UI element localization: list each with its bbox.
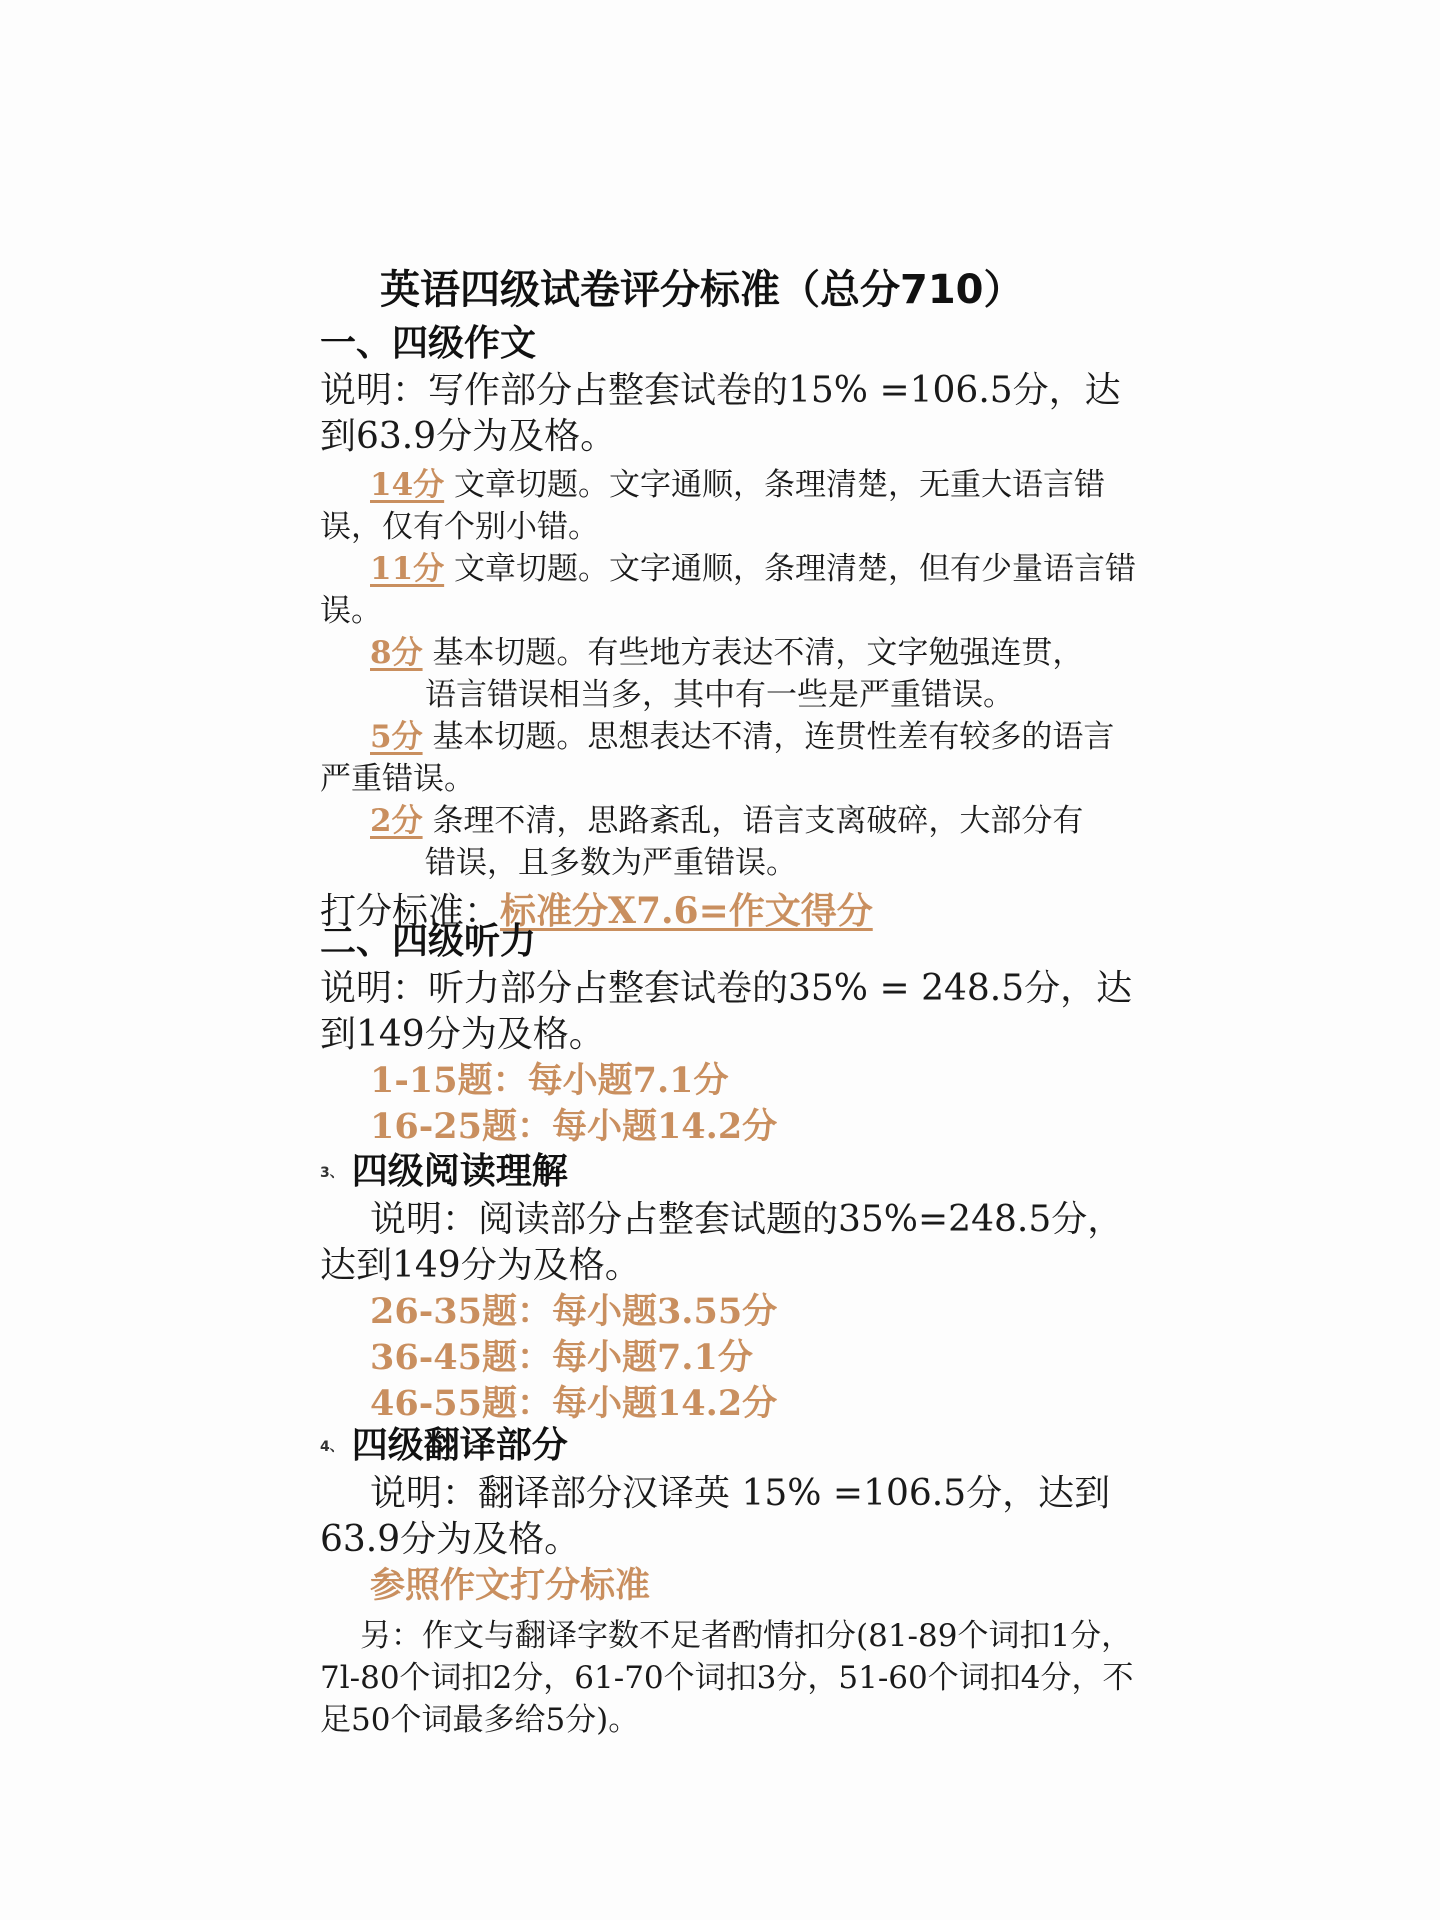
reading-heading: 四级阅读理解 — [351, 1151, 568, 1192]
reading-number: 3、 — [320, 1165, 344, 1181]
grade-text: 基本切题。有些地方表达不清，文字勉强连贯， — [432, 635, 1084, 671]
word-count-note: 另：作文与翻译字数不足者酌情扣分(81-89个词扣1分，7l-80个词扣2分，61-70个词扣3分，51-60个词扣4分，不足50个词最多给5分)。 — [320, 1618, 1134, 1738]
listening-item: 16-25题：每小题14.2分 — [370, 1106, 778, 1147]
page-title: 英语四级试卷评分标准（总分710） — [380, 267, 1024, 313]
listening-heading: 二、四级听力 — [320, 921, 537, 962]
grade-text-continued: 语言错误相当多，其中有一些是严重错误。 — [425, 677, 1014, 713]
reading-item: 46-55题：每小题14.2分 — [370, 1383, 778, 1424]
grade-score: 14分 — [370, 467, 445, 503]
translation-reference: 参照作文打分标准 — [370, 1566, 651, 1606]
listening-item: 1-15题：每小题7.1分 — [370, 1060, 729, 1101]
grade-item — [320, 716, 1140, 800]
listening-section — [320, 918, 1140, 1150]
listening-description: 说明：听力部分占整套试卷的35% = 248.5分，达到149分为及格。 — [320, 968, 1133, 1055]
grade-item — [320, 632, 1140, 674]
grade-text: 条理不清，思路紊乱，语言支离破碎，大部分有 — [432, 803, 1084, 839]
grade-item — [320, 800, 1140, 842]
grade-score: 5分 — [370, 719, 423, 755]
grade-item — [320, 548, 1140, 632]
translation-heading-row — [320, 1422, 1140, 1471]
grade-text: 文章切题。文字通顺，条理清楚，无重大语言错误，仅有个别小错。 — [320, 467, 1105, 545]
scoring-label: 打分标准： — [320, 891, 501, 932]
translation-description: 说明：翻译部分汉译英 15% =106.5分，达到63.9分为及格。 — [320, 1473, 1111, 1560]
grade-text: 文章切题。文字通顺，条理清楚，但有少量语言错误。 — [320, 551, 1136, 629]
reading-section — [320, 1148, 1140, 1427]
reading-item: 36-45题：每小题7.1分 — [370, 1337, 753, 1378]
grade-item — [320, 464, 1140, 548]
grade-score: 11分 — [370, 551, 445, 587]
translation-heading: 四级翻译部分 — [351, 1425, 568, 1466]
reading-item: 26-35题：每小题3.55分 — [370, 1291, 778, 1332]
translation-section — [320, 1422, 1140, 1741]
writing-heading: 一、四级作文 — [320, 323, 537, 364]
grade-score: 8分 — [370, 635, 423, 671]
grade-text: 基本切题。思想表达不清，连贯性差有较多的语言严重错误。 — [320, 719, 1115, 797]
writing-section — [320, 320, 1140, 935]
scoring-formula: 标准分X7.6=作文得分 — [500, 890, 873, 932]
translation-number: 4、 — [320, 1439, 344, 1455]
writing-description: 说明：写作部分占整套试卷的15% =106.5分，达到63.9分为及格。 — [320, 370, 1121, 457]
reading-description: 说明：阅读部分占整套试题的35%=248.5分，达到149分为及格。 — [320, 1199, 1124, 1286]
grade-score: 2分 — [370, 803, 423, 839]
reading-heading-row — [320, 1148, 1140, 1197]
grade-text-continued: 错误，且多数为严重错误。 — [425, 845, 797, 881]
